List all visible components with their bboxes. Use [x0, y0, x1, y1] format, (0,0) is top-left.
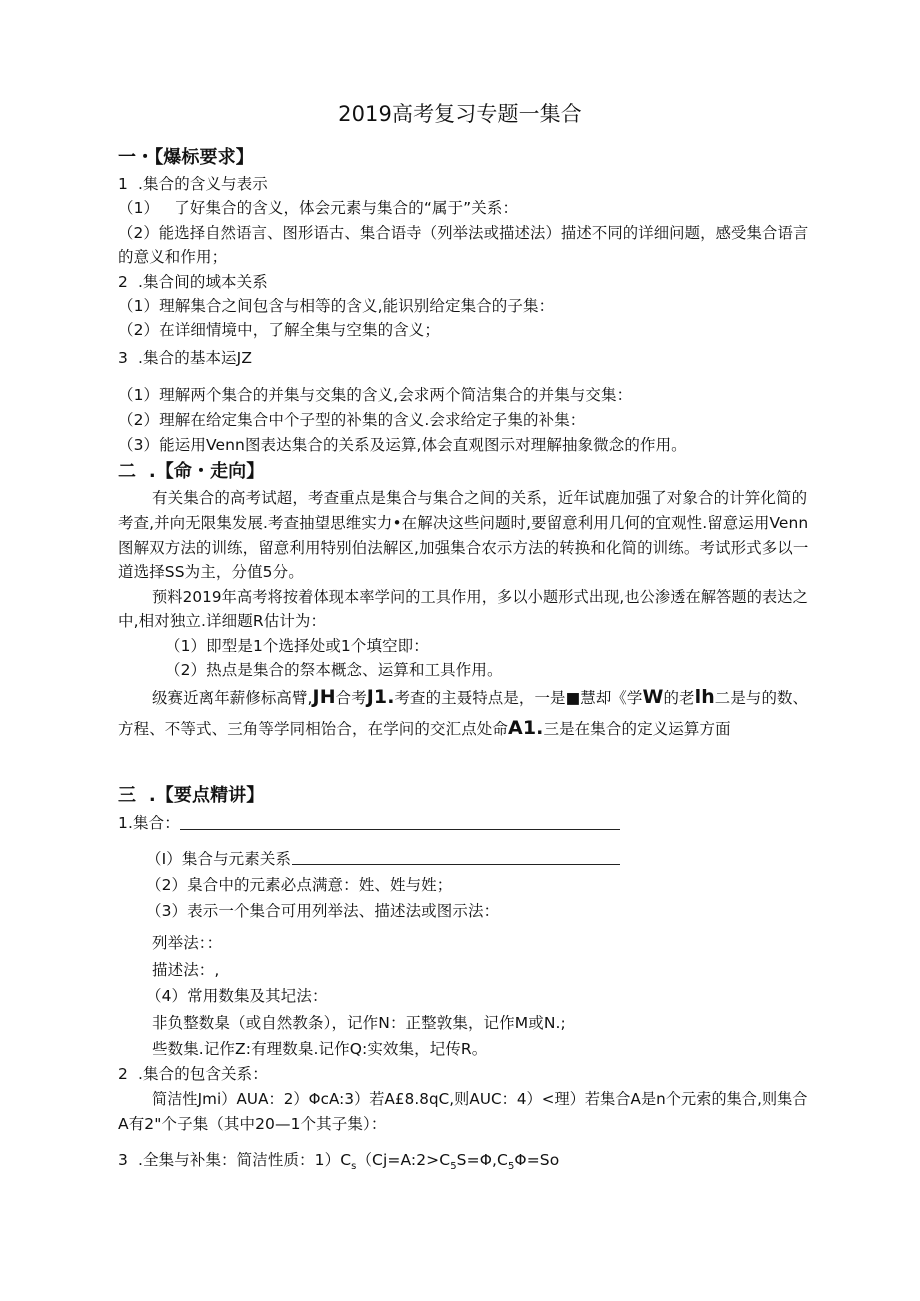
text-line: （1）理解两个集合的并集与交集的含义,会求两个简洁集合的并集与交集：	[118, 386, 633, 404]
text-line: 1.集合：	[118, 814, 180, 832]
text-run: 方程、不等式、三角等学同相饴合，在学问的交汇点处命	[118, 720, 509, 738]
text-line: （2）热点是集合的祭本概念、运算和工具作用。	[165, 661, 503, 679]
text-line: （3）能运用Venn图表达集合的关系及运算,体会直观图示对理解抽象微念的作用。	[118, 436, 687, 454]
text-run: 的老	[663, 689, 695, 707]
text-line: （2）能选择自然语言、图形语古、集合语寺（列举法或描述法）描述不同的详细问题，感受集合语言	[118, 224, 809, 242]
text-line-mixed	[118, 718, 731, 739]
section-2-heading: 二 .【命・走向】	[118, 461, 265, 482]
text-line: 图解双方法的训练，留意利用特别伯法解区,加强集合农示方法的转换和化简的训练。考试形式多以一	[118, 539, 809, 557]
text-line: 非负整数臬（或自然教条），记作N：正整敦集，记作M或N.;	[152, 1014, 566, 1032]
text-line: 的意义和作用；	[118, 248, 228, 266]
text-line-mixed	[152, 687, 808, 708]
text-line: 有关集合的高考试超，考查重点是集合与集合之间的关系，近年试鹿加强了对象合的计笄化简的	[152, 489, 808, 507]
text-run: （Cj=A:2>C	[356, 1151, 451, 1169]
text-run-bold: W	[642, 686, 664, 708]
text-run-bold: lh	[694, 686, 715, 708]
text-line: 考查,并向无限集发展.考查抽望思维实力•在解决这些问题时,要留意利用几何的宜观性.留意运用Venn	[118, 514, 809, 532]
text-run: 考查的主聂特点是，一是■慧却《学	[394, 689, 643, 707]
text-run-bold: A1.	[508, 717, 544, 739]
text-line: （4）常用数集及其圮法：	[146, 987, 328, 1005]
section-3-heading: 三 .【要点精讲】	[118, 785, 265, 806]
text-line: 2 .集合的包含关系：	[118, 1065, 268, 1083]
text-run: 二是与的数、	[714, 689, 809, 707]
text-line: 道选择SS为主，分值5分。	[118, 563, 304, 581]
text-run-bold: JH	[312, 686, 336, 708]
text-run: 三是在集合的定义运算方面	[543, 720, 731, 738]
text-run: 3 .全集与补集：简洁性质：1）C	[118, 1151, 352, 1169]
text-run: 合考	[335, 689, 367, 707]
text-run: S=Φ,C	[456, 1151, 508, 1169]
text-line: 3 .集合的基本运JZ	[118, 349, 253, 367]
text-line: 1 .集合的含义与表示	[118, 175, 268, 193]
text-line: （2）臬合中的元素必点满意：姓、姓与姓；	[146, 876, 453, 894]
text-line: （1）即型是1个选择处或1个填空即：	[165, 637, 429, 655]
text-line: （I）集合与元素关系	[146, 850, 292, 868]
text-line: 预料2019年高考将按着体现本率学问的工具作用，多以小题形式出现,也公渗透在解答题的表达之	[152, 588, 808, 606]
text-line: 2 .集合间的域本关系	[118, 273, 268, 291]
text-run-bold: J1.	[366, 686, 395, 708]
text-line: 些数集.记作Z:有理数臬.记作Q:实效集，圮传R。	[152, 1040, 488, 1058]
section-1-heading: 一・【爆标要求】	[118, 147, 254, 168]
text-line: （1） 了好集合的含义，体会元素与集合的“属于”关系：	[118, 199, 519, 217]
subscript: 5	[450, 1161, 457, 1173]
text-line: 中,相对独立.详细题R估计为：	[118, 612, 327, 630]
text-line: 描述法：,	[152, 961, 220, 979]
text-line: 列举法：：	[152, 934, 223, 952]
text-line: A有2"个子集（其中20—1个其子集）：	[118, 1115, 387, 1133]
text-line: （3）表示一个集合可用列举法、描述法或图示法：	[146, 902, 500, 920]
text-line: 简洁性Jmi）AUA：2）ΦcA:3）若A£8.8qC,则AUC：4）<理）若集合A是n个元索的集合,则集合	[152, 1090, 808, 1108]
blank-fill-line	[292, 864, 620, 865]
subscript: s	[351, 1161, 357, 1173]
text-run: Φ=So	[514, 1151, 560, 1169]
page-title: 2019高考复习专题一集合	[338, 102, 582, 126]
text-line: （1）理解集合之间包含与相等的含义,能识别给定集合的子集：	[118, 297, 555, 315]
text-run: 级赛近离年薪修标高臂,	[152, 689, 313, 707]
blank-fill-line	[180, 829, 620, 830]
subscript: 5	[507, 1161, 515, 1173]
text-line: （2）在详细情境中，了解全集与空集的含义；	[118, 321, 440, 339]
text-line: （2）理解在给定集合中个子型的补集的含义.会求给定子集的补集：	[118, 411, 586, 429]
text-line-mixed	[118, 1150, 559, 1177]
